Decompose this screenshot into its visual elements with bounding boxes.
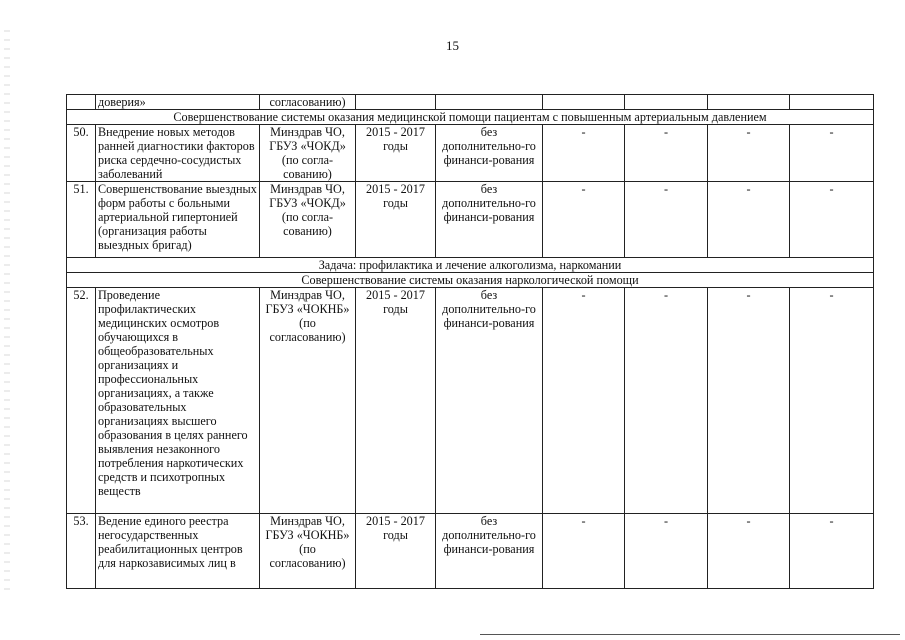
financing-cell: без дополнительно-го финанси-рования — [436, 288, 543, 514]
executor-cell: согласованию) — [260, 95, 356, 110]
measures-table — [66, 94, 874, 589]
num-cell — [67, 95, 96, 110]
table-row — [67, 514, 874, 589]
section-task-alcohol: Задача: профилактика и лечение алкоголизма, наркомании — [67, 258, 874, 273]
term-cell: 2015 - 2017 годы — [356, 514, 436, 589]
value-cell: - — [790, 288, 874, 514]
table-row — [67, 288, 874, 514]
value-cell: - — [625, 514, 708, 589]
row-number: 51. — [67, 182, 96, 258]
value-cell: - — [708, 514, 790, 589]
financing-cell: без дополнительно-го финанси-рования — [436, 514, 543, 589]
value-cell: - — [543, 288, 625, 514]
section-narcology: Совершенствование системы оказания наркологической помощи — [67, 273, 874, 288]
executor-cell: Минздрав ЧО, ГБУЗ «ЧОКД» (по согла-сованию) — [260, 182, 356, 258]
row-number: 53. — [67, 514, 96, 589]
section-row — [67, 258, 874, 273]
section-row — [67, 110, 874, 125]
row-number: 50. — [67, 125, 96, 182]
scan-edge-artifact — [4, 30, 10, 590]
bottom-rule — [480, 634, 900, 635]
term-cell: 2015 - 2017 годы — [356, 288, 436, 514]
table-row-fragment — [67, 95, 874, 110]
measure-name: Ведение единого реестра негосударственных реабилитационных центров для наркозависимых лиц в — [96, 514, 260, 589]
value-cell: - — [625, 182, 708, 258]
term-cell: 2015 - 2017 годы — [356, 125, 436, 182]
value-cell: - — [708, 125, 790, 182]
executor-cell: Минздрав ЧО, ГБУЗ «ЧОКНБ» (по согласованию) — [260, 288, 356, 514]
value-cell — [543, 95, 625, 110]
value-cell: - — [543, 125, 625, 182]
row-number: 52. — [67, 288, 96, 514]
measure-name: доверия» — [96, 95, 260, 110]
financing-cell — [436, 95, 543, 110]
value-cell: - — [543, 182, 625, 258]
value-cell: - — [625, 288, 708, 514]
value-cell: - — [708, 182, 790, 258]
value-cell: - — [625, 125, 708, 182]
table-row — [67, 182, 874, 258]
value-cell: - — [543, 514, 625, 589]
section-row — [67, 273, 874, 288]
term-cell — [356, 95, 436, 110]
value-cell: - — [790, 125, 874, 182]
measure-name: Совершенствование выездных форм работы с больными артериальной гипертонией (организация работы выездных бригад) — [96, 182, 260, 258]
value-cell — [708, 95, 790, 110]
value-cell — [790, 95, 874, 110]
measure-name: Внедрение новых методов ранней диагностики факторов риска сердечно-сосудистых заболеваний — [96, 125, 260, 182]
value-cell — [625, 95, 708, 110]
table-row — [67, 125, 874, 182]
value-cell: - — [708, 288, 790, 514]
financing-cell: без дополнительно-го финанси-рования — [436, 182, 543, 258]
executor-cell: Минздрав ЧО, ГБУЗ «ЧОКНБ» (по согласованию) — [260, 514, 356, 589]
measure-name: Проведение профилактических медицинских осмотров обучающихся в общеобразовательных организациях и профессиональных организациях, а также образовательных организациях высшего образования в целях раннего выявления незаконного потребления наркотических средств и психотропных веществ — [96, 288, 260, 514]
section-hypertension: Совершенствование системы оказания медицинской помощи пациентам с повышенным артериальным давлением — [67, 110, 874, 125]
value-cell: - — [790, 182, 874, 258]
page-number: 15 — [446, 38, 459, 53]
term-cell: 2015 - 2017 годы — [356, 182, 436, 258]
executor-cell: Минздрав ЧО, ГБУЗ «ЧОКД» (по согла-сованию) — [260, 125, 356, 182]
financing-cell: без дополнительно-го финанси-рования — [436, 125, 543, 182]
value-cell: - — [790, 514, 874, 589]
